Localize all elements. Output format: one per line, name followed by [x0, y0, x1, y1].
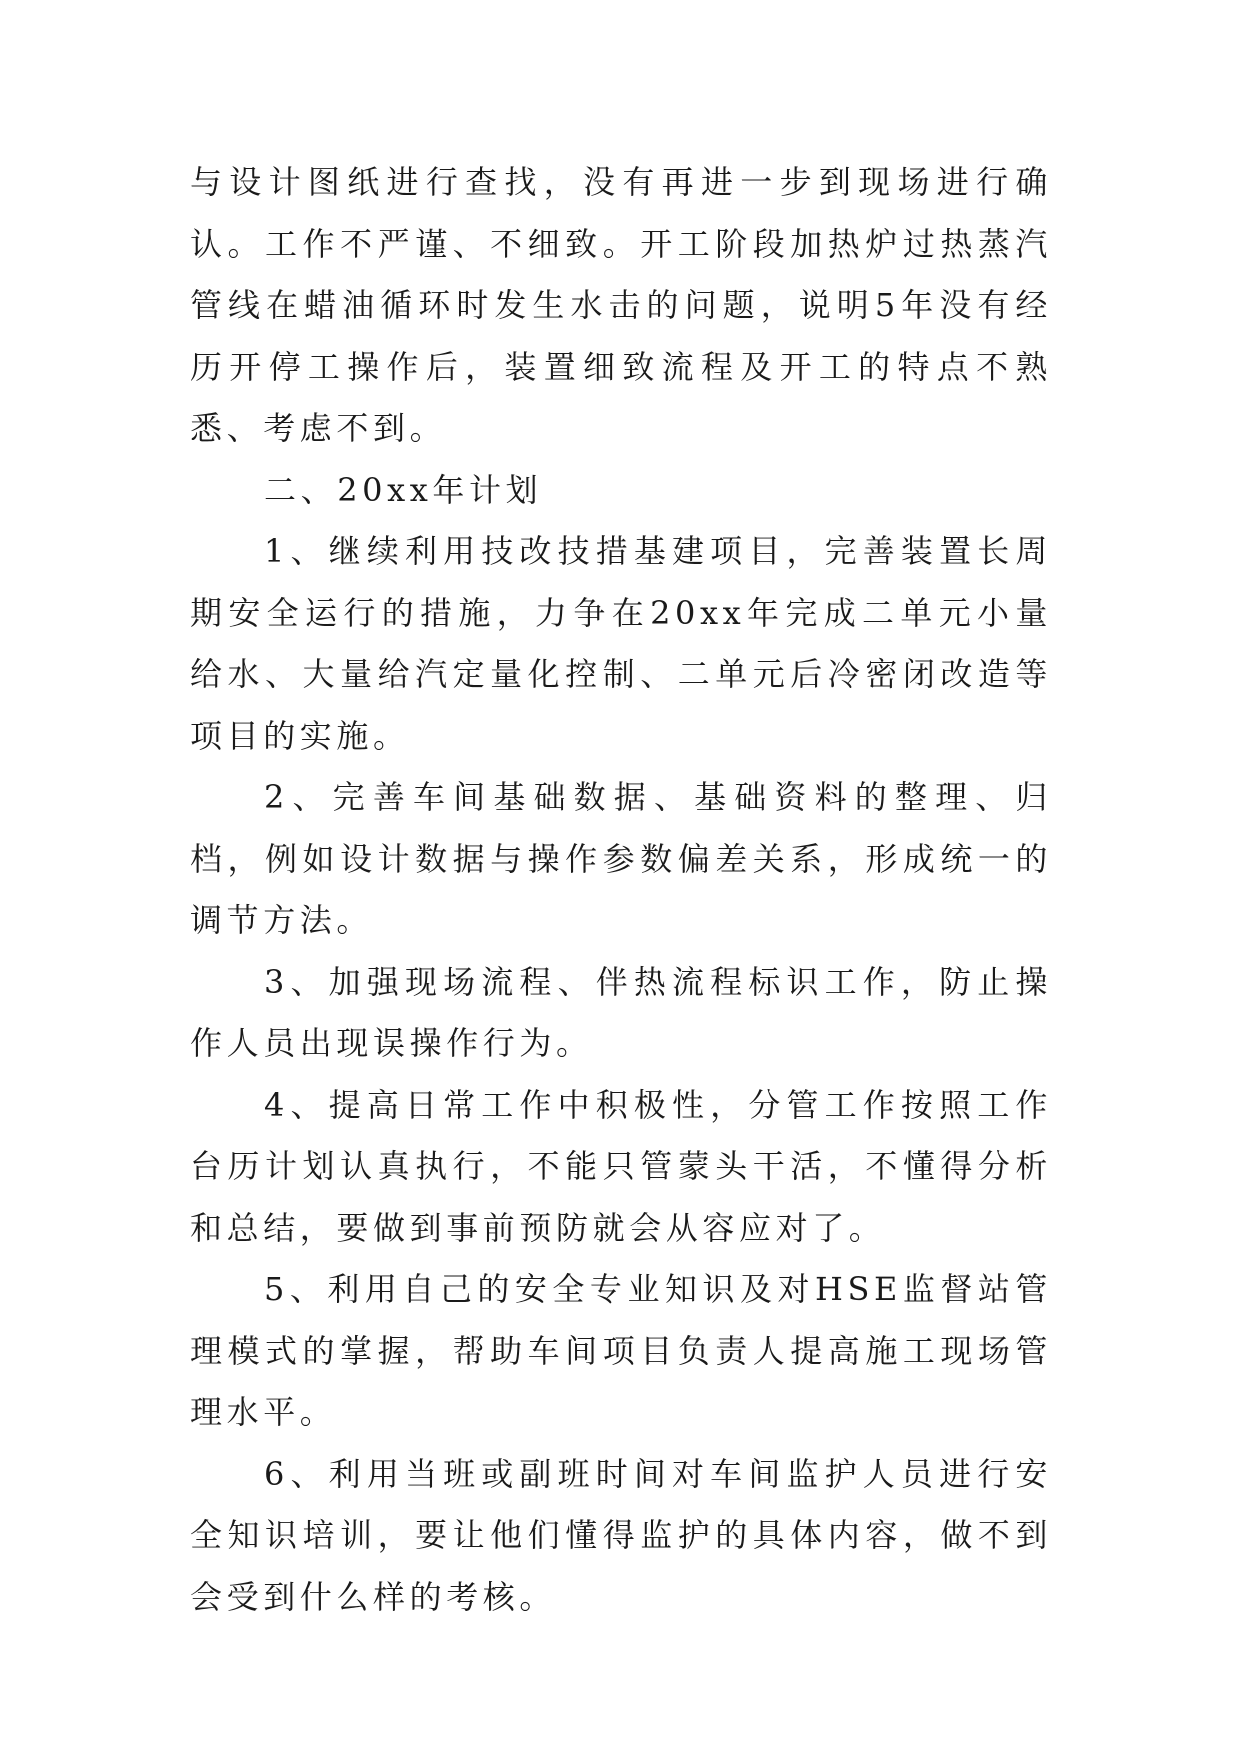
plan-item-1: 1、继续利用技改技措基建项目，完善装置长周期安全运行的措施，力争在20xx年完成二单元小量给水、大量给汽定量化控制、二单元后冷密闭改造等项目的实施。 — [190, 532, 1052, 755]
document-body — [190, 152, 1052, 1628]
section-heading-2025-plan: 二、20xx年计划 — [264, 470, 543, 509]
plan-item-4: 4、提高日常工作中积极性，分管工作按照工作台历计划认真执行，不能只管蒙头干活，不懂得分析和总结，要做到事前预防就会从容应对了。 — [190, 1085, 1052, 1247]
plan-item-3: 3、加强现场流程、伴热流程标识工作，防止操作人员出现误操作行为。 — [190, 962, 1052, 1062]
paragraph-continuation: 与设计图纸进行查找，没有再进一步到现场进行确认。工作不严谨、不细致。开工阶段加热炉过热蒸汽管线在蜡油循环时发生水击的问题，说明5年没有经历开停工操作后，装置细致流程及开工的特点不熟悉、考虑不到。 — [190, 163, 1052, 447]
plan-item-6: 6、利用当班或副班时间对车间监护人员进行安全知识培训，要让他们懂得监护的具体内容，做不到会受到什么样的考核。 — [190, 1454, 1052, 1616]
plan-item-5: 5、利用自己的安全专业知识及对HSE监督站管理模式的掌握，帮助车间项目负责人提高施工现场管理水平。 — [190, 1270, 1052, 1431]
plan-item-2: 2、完善车间基础数据、基础资料的整理、归档，例如设计数据与操作参数偏差关系，形成统一的调节方法。 — [190, 778, 1052, 939]
